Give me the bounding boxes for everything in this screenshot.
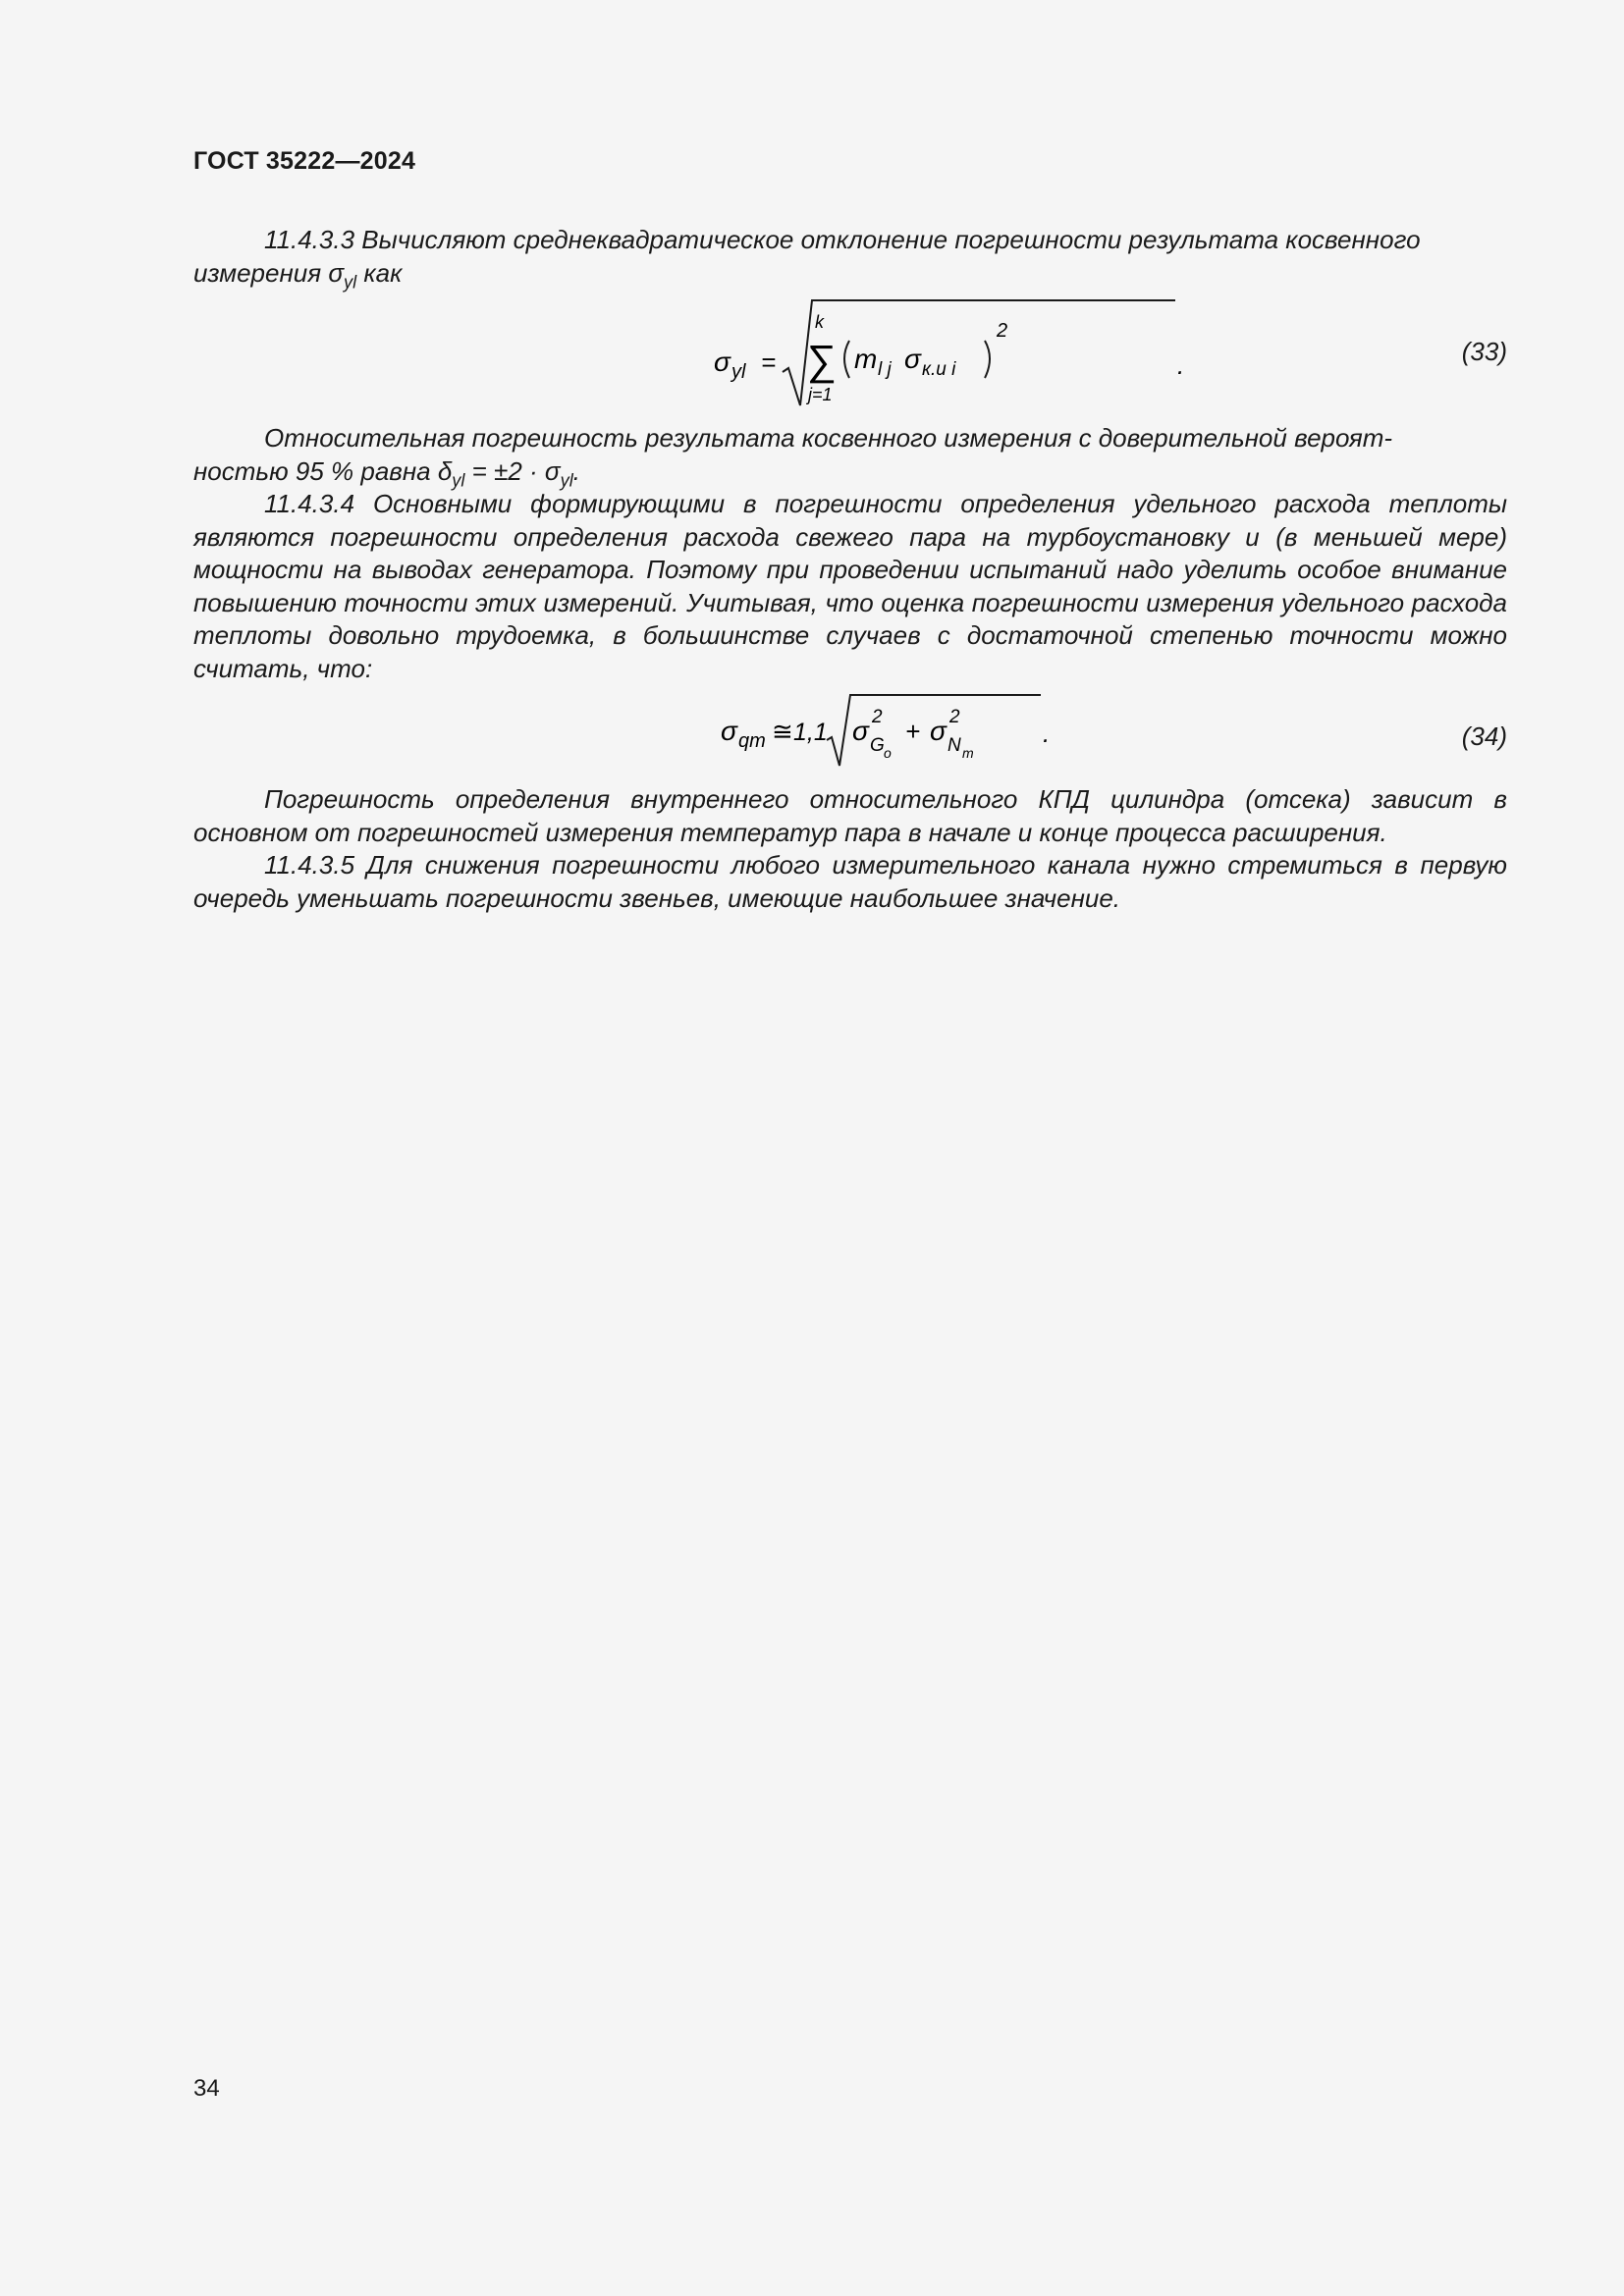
f34-term2-subsub: т <box>962 745 974 761</box>
formula-33-row <box>193 290 1507 422</box>
f34-term2-sub: N <box>947 735 961 756</box>
p1-line2-prefix: измерения σ <box>193 257 345 288</box>
f34-dot: . <box>1043 719 1051 748</box>
f33-term-m: m <box>854 344 878 374</box>
p2-line2-sub1: yl <box>452 469 465 490</box>
formula-34-number: (34) <box>1461 721 1507 751</box>
p2-line2-sub2: yl <box>560 469 573 490</box>
paragraph-relative-error <box>193 422 1507 455</box>
f34-coef: 1,1 <box>793 719 828 746</box>
page-number: 34 <box>193 2075 220 2102</box>
p1-line2-suffix: как <box>356 257 403 288</box>
f33-radical <box>783 300 1175 405</box>
f33-lhs-sub: yl <box>731 361 746 383</box>
f33-sum-lower: j=1 <box>808 385 833 404</box>
f33-equals: = <box>761 347 777 377</box>
f34-lhs-sub: qт <box>738 730 766 752</box>
paragraph-11-4-3-4: 11.4.3.4 Основными формирующими в погрешности определения удельного расхода теплоты являются погрешности определения расхода свежего пара на турбоустановку и (в меньшей мере) мощности на выводах генератора. Поэтому при проведении испытаний надо уделить особое внимание повышению точности этих измерений. Учитывая, что оценка погрешности измерения удельного расхода теплоты довольно трудоемка, в большинстве случаев с достаточной степенью точности можно считать, что: <box>193 489 1507 683</box>
f33-sum-symbol: ∑ <box>806 337 836 383</box>
f33-term-sigma-sub: к.и i <box>922 359 956 380</box>
formula-33 <box>704 295 1215 418</box>
f33-dot: . <box>1177 350 1185 380</box>
f33-paren-left <box>844 341 849 378</box>
f34-term2-sup: 2 <box>949 707 960 727</box>
f33-term-sigma: σ <box>904 344 921 374</box>
paragraph-kpd-error: Погрешность определения внутреннего относительного КПД цилиндра (отсека) зависит в основном от погрешностей измерения температур пара в начале и конце процесса расширения. <box>193 784 1507 847</box>
f34-lhs-symbol: σ <box>721 716 737 746</box>
formula-34 <box>719 689 1053 777</box>
f33-exponent: 2 <box>997 320 1008 342</box>
paragraph-relative-error-cont <box>193 455 1507 489</box>
formula-33-number: (33) <box>1461 337 1507 366</box>
document-header: ГОСТ 35222—2024 <box>193 147 416 175</box>
f34-term1-sup: 2 <box>872 707 883 727</box>
f33-sum-upper: k <box>815 312 824 332</box>
f34-approx: ≅ <box>772 717 793 746</box>
f33-lhs-symbol: σ <box>714 347 731 377</box>
paragraph-11-4-3-5: 11.4.3.5 Для снижения погрешности любого измерительного канала нужно стремиться в первую очередь уменьшать погрешности звеньев, имеющие наибольшее значение. <box>193 850 1507 913</box>
p2-line1: Относительная погрешность результата косвенного измерения с доверительной вероят- <box>264 423 1393 453</box>
document-body <box>193 224 1507 915</box>
f33-term-m-sub: l j <box>878 359 892 380</box>
f34-term1-symbol: σ <box>852 716 869 746</box>
f34-term1-sub: G <box>870 735 885 756</box>
paragraph-11-4-3-3-cont <box>193 257 1507 291</box>
p2-line2-b: = ±2 · σ <box>464 455 561 486</box>
f34-plus: + <box>905 717 921 746</box>
p2-line2-c: . <box>572 455 580 486</box>
p1-line2-sub: yl <box>344 271 357 292</box>
f33-paren-right <box>985 341 990 378</box>
f34-term2-symbol: σ <box>930 716 947 746</box>
f34-term1-subsub: o <box>884 745 892 761</box>
paragraph-11-4-3-3 <box>193 224 1507 257</box>
formula-34-row <box>193 685 1507 783</box>
paragraph-11-4-3-3-line1: 11.4.3.3 Вычисляют среднеквадратическое отклонение погрешности результата косвенного <box>264 225 1421 254</box>
p2-line2-a: ностью 95 % равна δ <box>193 455 453 486</box>
